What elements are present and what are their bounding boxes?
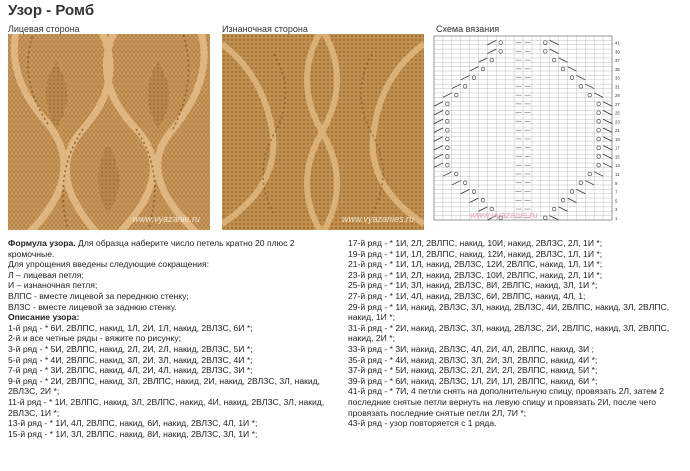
page-title: Узор - Ромб: [8, 2, 95, 19]
row-instruction: 23-й ряд - * 1И, 2Л, накид, 2ВЛЗС, 10И, 2ВЛПС, накид, 2Л, 1И *;: [348, 269, 603, 280]
left-text-column: [8, 238, 338, 439]
chart-row-number: 29: [615, 93, 620, 99]
back-side-caption: Изнаночная сторона: [222, 24, 308, 34]
knit-front-image: [8, 34, 210, 230]
chart-row-number: 1: [615, 215, 618, 221]
abbr-item: Л – лицевая петля;: [8, 269, 84, 280]
chart-row-number: 11: [615, 172, 620, 177]
row-instruction: 1-й ряд - * 6И, 2ВЛПС, накид, 1Л, 2И, 1Л, накид, 2ВЛЗС, 6И *;: [8, 322, 253, 333]
front-side-caption: Лицевая сторона: [8, 24, 80, 34]
row-instruction: 33-й ряд - * 3И, накид, 2ВЛЗС, 4Л, 2И, 4Л, 2ВЛПС, накид, 3И ;: [348, 343, 595, 354]
row-instruction: 41-й ряд - * 7И, 4 петли снять на дополнительную спицу, провязать 2Л, затем 2 последние снятые петли вернуть на левую спицу и провязать 2И, после чего провязать последние снятые петли 2Л, 7И *;: [348, 386, 665, 418]
row-instruction: 27-й ряд - * 1И, 4Л, накид, 2ВЛЗС, 6И, 2ВЛПС, накид, 4Л, 1;: [348, 290, 586, 301]
chart-row-number: 39: [615, 49, 620, 55]
chart-row-number: 15: [615, 154, 620, 160]
chart-row-number: 21: [615, 128, 620, 134]
chart-row-number: 3: [615, 207, 618, 213]
row-instruction: 35-й ряд - * 4И, накид, 2ВЛЗС, 3Л, 2И, 3Л, 2ВЛПС, накид, 4И *;: [348, 354, 598, 365]
knit-back-image: [222, 34, 424, 230]
row-instruction: 19-й ряд - * 1И, 1Л, 2ВЛПС, накид, 12И, накид, 2ВЛЗС, 1Л, 1И *;: [348, 248, 603, 259]
back-side-photo: [222, 34, 424, 230]
abbr-item: ВЛЗС - вместе лицевой за заднюю стенку.: [8, 301, 177, 312]
row-instruction: 3-й ряд - * 5И, 2ВЛПС, накид, 2Л, 2И, 2Л, накид, 2ВЛЗС, 5И *;: [8, 343, 253, 354]
knitting-chart: [432, 34, 630, 222]
row-instruction: 11-й ряд - * 1И, 2ВЛПС, накид, 3Л, 2ВЛПС, накид, 4И, накид, 2ВЛЗС, 3Л, накид, 2ВЛЗС, 1И *;: [8, 396, 325, 418]
row-instruction: 31-й ряд - * 2И, накид, 2ВЛЗС, 3Л, накид, 2ВЛЗС, 2И, 2ВЛПС, накид, 3Л, 2ВЛПС, накид, 2И *;: [348, 322, 670, 344]
description-title: Описание узора:: [8, 312, 80, 323]
chart-row-number: 35: [615, 66, 620, 72]
chart-row-number: 17: [615, 145, 620, 151]
chart-row-number: 5: [615, 198, 618, 204]
chart-row-number: 41: [615, 40, 620, 46]
formula-paragraph: [8, 238, 338, 259]
chart-row-number: 37: [615, 58, 620, 64]
row-instruction: 39-й ряд - * 6И, накид, 2ВЛЗС, 1Л, 2И, 1Л, 2ВЛПС, накид, 6И *;: [348, 375, 598, 386]
row-instruction: 21-й ряд - * 1И, 1Л, накид, 2ВЛЗС, 12И, 2ВЛПС, накид, 1Л, 1И *;: [348, 259, 603, 270]
row-instruction: 7-й ряд - * 3И, 2ВЛПС, накид, 4Л, 2И, 4Л, накид, 2ВЛЗС, 3И *;: [8, 365, 253, 376]
chart-row-number: 25: [615, 110, 620, 116]
row-instruction: 37-й ряд - * 5И, накид, 2ВЛЗС, 2Л, 2И, 2Л, 2ВЛПС, накид, 5И *;: [348, 365, 598, 376]
chart-row-number: 23: [615, 119, 620, 125]
row-instruction: 29-й ряд - * 1И, накид, 2ВЛЗС, 3Л, накид, 2ВЛЗС, 4И, 2ВЛПС, накид, 3Л, 2ВЛПС, накид, 1И *;: [348, 301, 670, 323]
photo-watermark: www.vyazanie.ru: [132, 214, 200, 224]
row-instruction: 15-й ряд - * 1И, 3Л, 2ВЛПС, накид, 8И, накид, 2ВЛЗС, 3Л, 1И *;: [8, 428, 258, 439]
abbr-item: ВЛПС - вместе лицевой за переднюю стенку;: [8, 290, 189, 301]
chart-watermark: www.vyazanie.ru: [470, 210, 538, 220]
abbr-intro: Для упрощения введены следующие сокращения:: [8, 259, 209, 270]
row-instruction: 13-й ряд - * 1И, 4Л, 2ВЛПС, накид, 6И, накид, 2ВЛЗС, 4Л, 1И *;: [8, 418, 258, 429]
right-text-column: [348, 238, 684, 429]
front-side-photo: [8, 34, 210, 230]
abbr-item: И – изнаночная петля;: [8, 280, 98, 291]
row-instruction: 17-й ряд - * 1И, 2Л, 2ВЛПС, накид, 10И, накид, 2ВЛЗС, 2Л, 1И *;: [348, 238, 603, 248]
row-instruction: 2-й и все четные ряды - вяжите по рисунку;: [8, 333, 182, 344]
chart-row-number: 27: [615, 101, 620, 107]
chart-row-number: 19: [615, 136, 620, 142]
row-instruction: 9-й ряд - * 2И, 2ВЛПС, накид, 3Л, 2ВЛПС, накид, 2И, накид, 2ВЛЗС, 3Л, накид, 2ВЛЗС, 2И *;: [8, 375, 321, 397]
chart-row-number: 9: [615, 180, 618, 186]
chart-row-number: 31: [615, 84, 620, 90]
chart-row-number: 7: [615, 189, 618, 195]
row-instruction: 25-й ряд - * 1И, 3Л, накид, 2ВЛЗС, 8И, 2ВЛПС, накид, 3Л, 1И *;: [348, 280, 598, 291]
photo-watermark: www.vyazanies.ru: [341, 214, 414, 224]
chart-row-number: 13: [615, 163, 620, 169]
chart-row-number: 33: [615, 75, 620, 81]
formula-text: Для образца наберите число петель кратно 20 плюс 2 кромочные.: [8, 238, 295, 259]
row-instruction: 5-й ряд - * 4И, 2ВЛПС, накид, 3Л, 2И, 3Л, накид, 2ВЛЗС, 4И *;: [8, 354, 253, 365]
row-instruction: 43-й ряд - узор повторяется с 1 ряда.: [348, 418, 497, 429]
formula-label: Формула узора.: [8, 238, 76, 248]
chart-caption: Схема вязания: [436, 24, 500, 34]
